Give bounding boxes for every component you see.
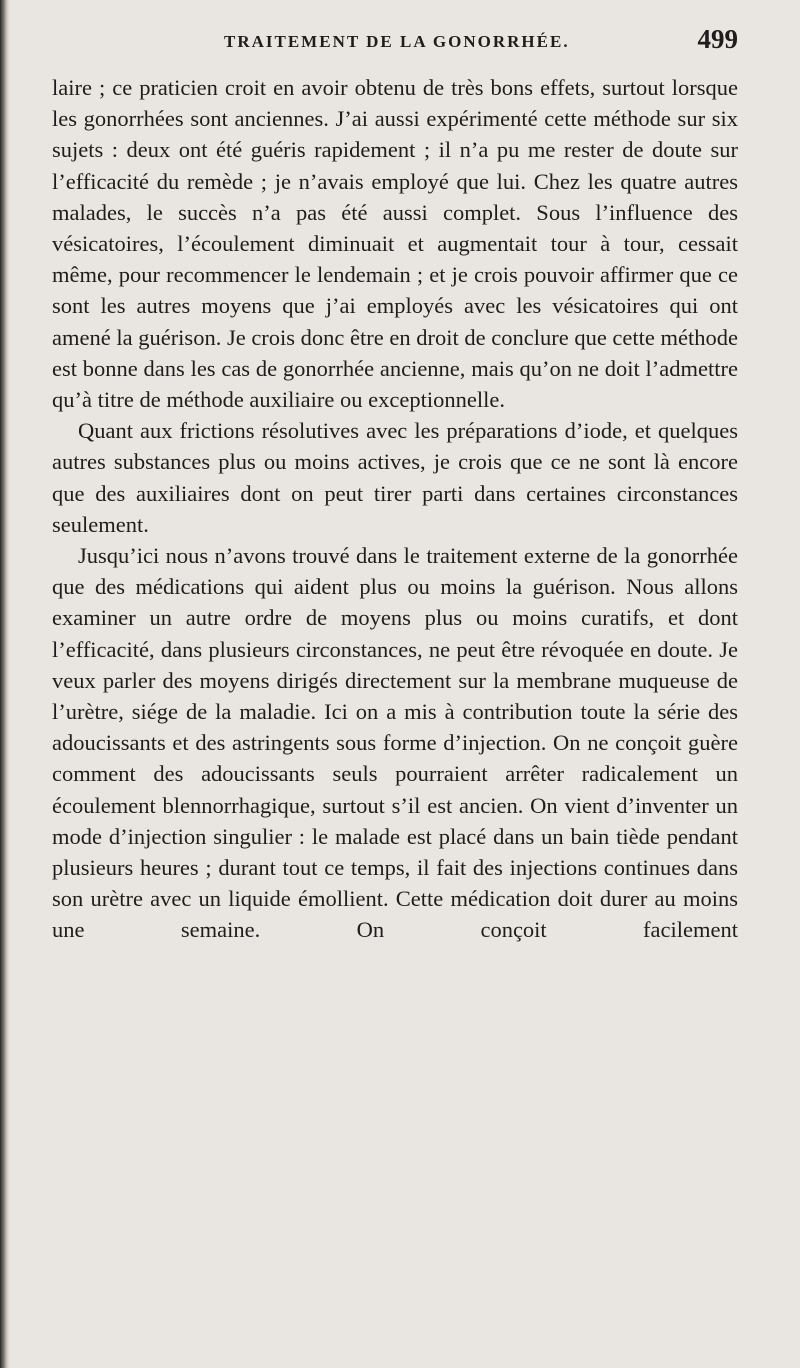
page-number: 499 <box>697 24 738 54</box>
book-page <box>52 20 738 946</box>
paragraph-1: laire ; ce praticien croit en avoir obtenu de très bons effets, surtout lorsque les gonorrhées sont anciennes. J’ai aussi expérimenté cette méthode sur six sujets : deux ont été guéris rapidement ; il n’a pu me rester de doute sur l’efficacité du remède ; je n’avais employé que lui. Chez les quatre autres malades, le succès n’a pas été aussi complet. Sous l’influence des vésicatoires, l’écoulement diminuait et augmentait tour à tour, cessait même, pour recommencer le lendemain ; et je crois pouvoir affirmer que ce sont les autres moyens que j’ai employés avec les vésicatoires qui ont amené la guérison. Je crois donc être en droit de conclure que cette méthode est bonne dans les cas de gonorrhée ancienne, mais qu’on ne doit l’admettre qu’à titre de méthode auxiliaire ou exceptionnelle. <box>52 75 738 413</box>
paragraph-2: Quant aux frictions résolutives avec les préparations d’iode, et quelques autres substances plus ou moins actives, je crois que ce ne sont là encore que des auxiliaires dont on peut tirer parti dans certaines circonstances seulement. <box>52 418 738 537</box>
running-header <box>52 20 738 66</box>
running-title: TRAITEMENT DE LA GONORRHÉE. <box>224 32 570 51</box>
paragraph-3: Jusqu’ici nous n’avons trouvé dans le traitement externe de la gonorrhée que des médications qui aident plus ou moins la guérison. Nous allons examiner un autre ordre de moyens plus ou moins curatifs, et dont l’efficacité, dans plusieurs circonstances, ne peut être révoquée en doute. Je veux parler des moyens dirigés directement sur la membrane muqueuse de l’urètre, siége de la maladie. Ici on a mis à contribution toute la série des adoucissants et des astringents sous forme d’injection. On ne conçoit guère comment des adoucissants seuls pourraient arrêter radicalement un écoulement blennorrhagique, surtout s’il est ancien. On vient d’inventer un mode d’injection singulier : le malade est placé dans un bain tiède pendant plusieurs heures ; durant tout ce temps, il fait des injections continues dans son urètre avec un liquide émollient. Cette médication doit durer au moins une semaine. On conçoit facilement <box>52 543 738 943</box>
page-binding-edge <box>0 0 10 1368</box>
body-text <box>52 72 738 946</box>
